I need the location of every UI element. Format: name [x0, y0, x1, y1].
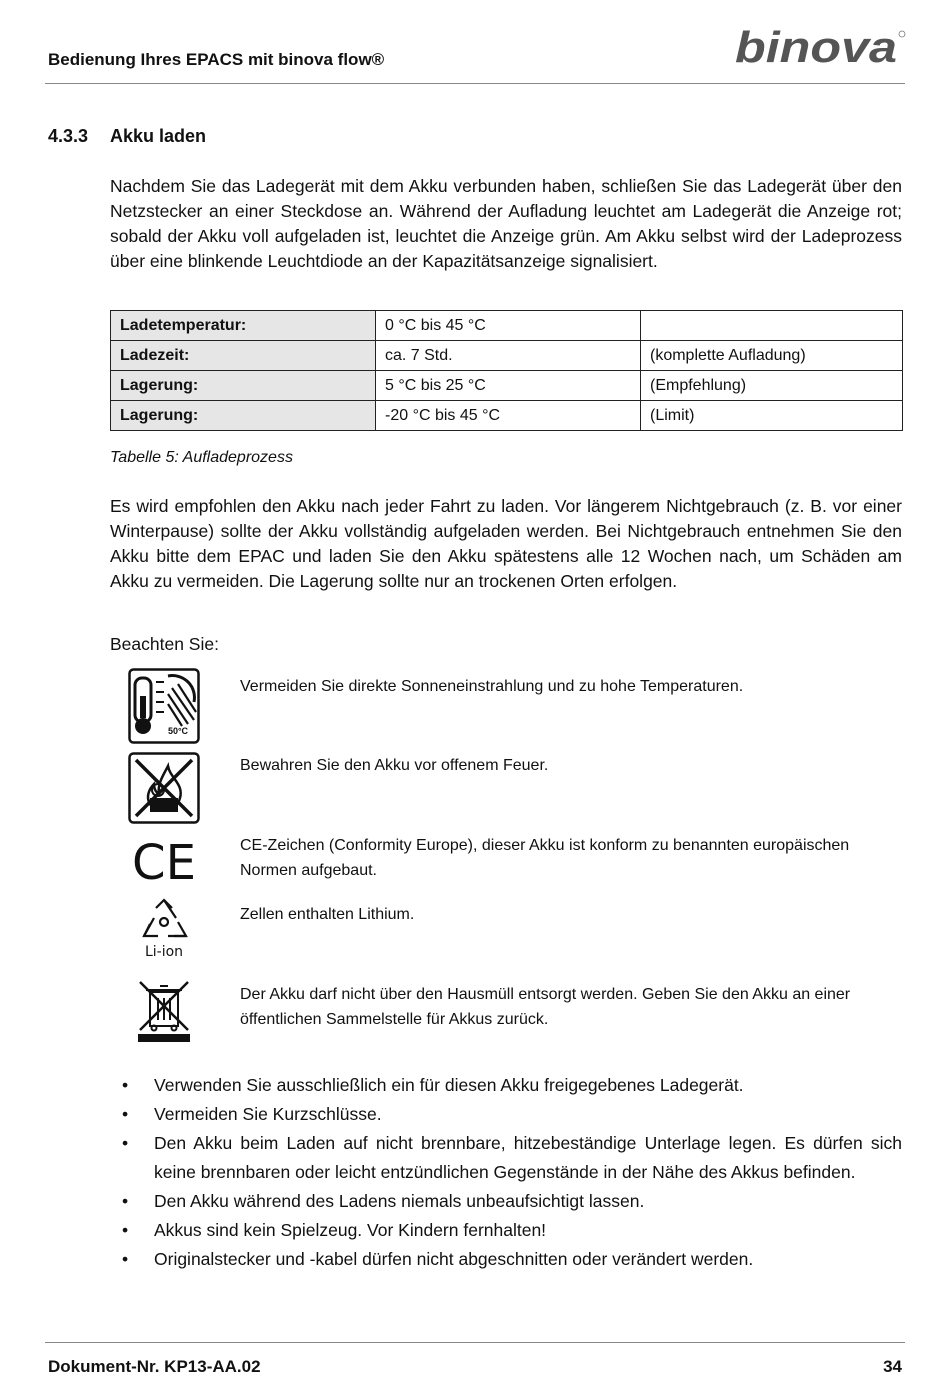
table-cell-value: 0 °C bis 45 °C [376, 311, 641, 341]
table-cell-note: (komplette Aufladung) [641, 341, 903, 371]
ce-mark-text: CE [132, 836, 196, 884]
table-cell-label: Lagerung: [111, 401, 376, 431]
table-row [111, 341, 903, 371]
table-cell-note [641, 311, 903, 341]
list-item: • Vermeiden Sie Kurzschlüsse. [110, 1100, 902, 1129]
sun-temperature-icon [128, 668, 200, 744]
page-header-title: Bedienung Ihres EPACS mit binova flow® [48, 50, 385, 69]
list-item: • Originalstecker und -kabel dürfen nicht abgeschnitten oder verändert werden. [110, 1245, 902, 1274]
table-cell-note: (Limit) [641, 401, 903, 431]
notice-text: Der Akku darf nicht über den Hausmüll entsorgt werden. Geben Sie den Akku an einer öffentlichen Sammelstelle für Akkus zurück. [240, 986, 851, 1028]
storage-paragraph: Es wird empfohlen den Akku nach jeder Fahrt zu laden. Vor längerem Nichtgebrauch (z. B. vor einer Winterpause) sollte der Akku vollständig aufgeladen werden. Bei Nichtgebrauch entnehmen Sie den Akku bitte dem EPAC und laden Sie den Akku spätestens alle 12 Wochen nach, um Schäden am Akku zu vermeiden. Die Lagerung sollte nur an trockenen Orten erfolgen. [110, 496, 902, 591]
ce-mark-icon [128, 836, 200, 884]
li-ion-label: Li-ion [144, 944, 184, 960]
table-cell-value: ca. 7 Std. [376, 341, 641, 371]
table-row [111, 311, 903, 341]
table-cell-value: -20 °C bis 45 °C [376, 401, 641, 431]
notice-text: Bewahren Sie den Akku vor offenem Feuer. [240, 757, 549, 774]
table-cell-label: Ladetemperatur: [111, 311, 376, 341]
no-fire-icon [128, 752, 200, 824]
logo-text: binova [735, 26, 897, 70]
table-cell-label: Lagerung: [111, 371, 376, 401]
list-item: • Den Akku beim Laden auf nicht brennbare, hitzebeständige Unterlage legen. Es dürfen sich keine brennbaren oder leicht entzündlichen Gegenstände in der Nähe des Akkus befinden. [110, 1129, 902, 1187]
table-row [111, 401, 903, 431]
notice-heading: Beachten Sie: [110, 634, 219, 654]
li-ion-recycle-icon [128, 898, 200, 960]
table-row [111, 371, 903, 401]
binova-logo [735, 26, 907, 70]
document-number: Dokument-Nr. KP13-AA.02 [48, 1357, 261, 1376]
footer-divider [45, 1342, 905, 1343]
list-item: • Verwenden Sie ausschließlich ein für diesen Akku freigegebenes Ladegerät. [110, 1071, 902, 1100]
notice-text: Zellen enthalten Lithium. [240, 906, 415, 923]
page-number: 34 [883, 1357, 902, 1376]
temperature-label: 50°C [167, 726, 189, 736]
notice-text: CE-Zeichen (Conformity Europe), dieser Akku ist konform zu benannten europäischen Normen aufgebaut. [240, 837, 850, 879]
table-cell-value: 5 °C bis 25 °C [376, 371, 641, 401]
safety-bullet-list [110, 1071, 902, 1274]
notice-text: Vermeiden Sie direkte Sonneneinstrahlung und zu hohe Temperaturen. [240, 678, 744, 695]
table-cell-note: (Empfehlung) [641, 371, 903, 401]
crossed-bin-icon [128, 978, 200, 1044]
intro-paragraph: Nachdem Sie das Ladegerät mit dem Akku verbunden haben, schließen Sie das Ladegerät über den Netzstecker an einer Steckdose an. Während der Aufladung leuchtet am Ladegerät die Anzeige rot; sobald der Akku voll aufgeladen ist, leuchtet die Anzeige grün. Am Akku selbst wird der Ladeprozess über eine blinkende Leuchtdiode an der Kapazitätsanzeige signalisiert. [110, 176, 902, 271]
table-caption: Tabelle 5: Aufladeprozess [110, 449, 293, 466]
section-title: Akku laden [110, 126, 207, 146]
table-cell-label: Ladezeit: [111, 341, 376, 371]
list-item: • Akkus sind kein Spielzeug. Vor Kindern fernhalten! [110, 1216, 902, 1245]
charging-spec-table [110, 310, 903, 431]
section-number: 4.3.3 [48, 126, 89, 146]
list-item: • Den Akku während des Ladens niemals unbeaufsichtigt lassen. [110, 1187, 902, 1216]
header-divider [45, 83, 905, 84]
